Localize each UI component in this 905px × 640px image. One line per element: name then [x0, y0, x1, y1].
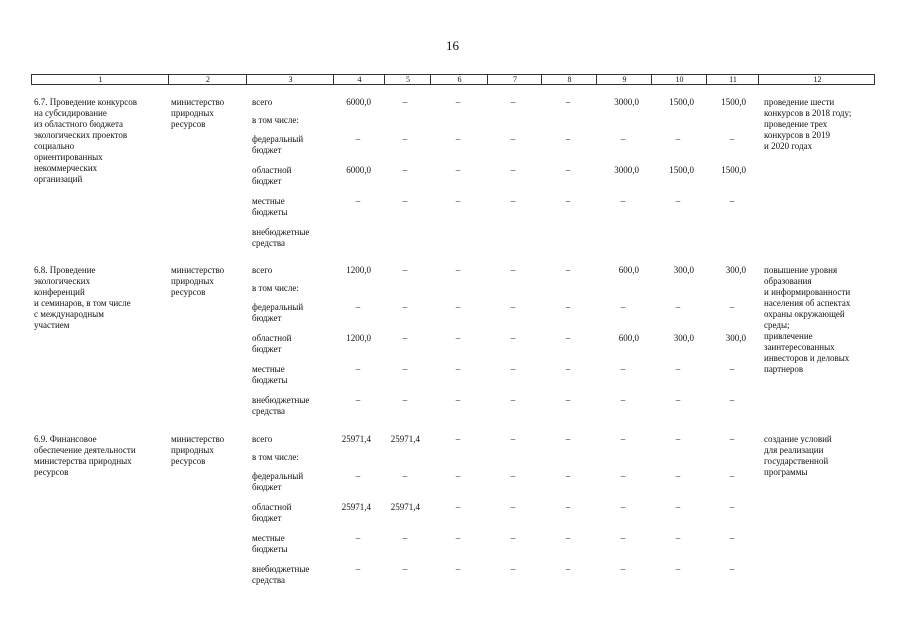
dash-value: –	[455, 533, 461, 543]
funding-source-label: средства	[252, 575, 286, 585]
amount-value: 300,0	[673, 265, 694, 275]
funding-source-label: федеральный	[252, 302, 304, 312]
dash-value: –	[402, 302, 408, 312]
result-text: конкурсов в 2018 году;	[764, 108, 852, 118]
result-text: и 2020 годах	[764, 141, 813, 151]
amount-value: 3000,0	[614, 165, 639, 175]
dash-value: –	[620, 471, 626, 481]
funding-source-label: бюджет	[252, 145, 282, 155]
funding-source-label: бюджет	[252, 176, 282, 186]
measure-text: участием	[34, 320, 70, 330]
header-column-2: 2	[206, 75, 210, 84]
funding-source-label: бюджет	[252, 513, 282, 523]
executor-text: ресурсов	[171, 456, 206, 466]
dash-value: –	[565, 97, 571, 107]
amount-value: 1200,0	[346, 265, 371, 275]
header-column-9: 9	[622, 75, 627, 84]
dash-value: –	[565, 434, 571, 444]
amount-value: 1200,0	[346, 333, 371, 343]
dash-value: –	[355, 471, 361, 481]
measure-text: и семинаров, в том числе	[34, 298, 131, 308]
measure-text: из областного бюджета	[34, 119, 123, 129]
measure-text: обеспечение деятельности	[34, 445, 136, 455]
dash-value: –	[675, 196, 681, 206]
funding-source-label: в том числе:	[252, 283, 299, 293]
dash-value: –	[510, 471, 516, 481]
measure-text: социально	[34, 141, 75, 151]
header-divider	[487, 75, 488, 84]
result-text: и информированности	[764, 287, 851, 297]
dash-value: –	[402, 395, 408, 405]
result-text: населения об аспектах	[764, 298, 851, 308]
dash-value: –	[565, 302, 571, 312]
amount-value: 3000,0	[614, 97, 639, 107]
dash-value: –	[675, 533, 681, 543]
dash-value: –	[729, 364, 735, 374]
header-column-12: 12	[813, 75, 822, 84]
result-text: проведение шести	[764, 97, 835, 107]
executor-text: министерство	[171, 265, 225, 275]
dash-value: –	[565, 502, 571, 512]
dash-value: –	[455, 333, 461, 343]
header-divider	[168, 75, 169, 84]
result-text: среды;	[764, 320, 790, 330]
result-text: инвесторов и деловых	[764, 353, 850, 363]
result-text: заинтересованных	[764, 342, 835, 352]
amount-value: 25971,4	[390, 502, 420, 512]
funding-source-label: в том числе:	[252, 452, 299, 462]
dash-value: –	[729, 471, 735, 481]
dash-value: –	[355, 134, 361, 144]
dash-value: –	[675, 564, 681, 574]
header-divider	[430, 75, 431, 84]
executor-text: природных	[171, 108, 214, 118]
amount-value: 1500,0	[669, 165, 694, 175]
dash-value: –	[455, 196, 461, 206]
measure-text: 6.9. Финансовое	[34, 434, 97, 444]
dash-value: –	[455, 134, 461, 144]
dash-value: –	[729, 533, 735, 543]
dash-value: –	[455, 502, 461, 512]
dash-value: –	[402, 196, 408, 206]
amount-value: 600,0	[618, 333, 639, 343]
dash-value: –	[565, 564, 571, 574]
dash-value: –	[510, 333, 516, 343]
dash-value: –	[510, 364, 516, 374]
dash-value: –	[355, 564, 361, 574]
amount-value: 25971,4	[390, 434, 420, 444]
amount-value: 25971,4	[341, 434, 371, 444]
dash-value: –	[402, 97, 408, 107]
dash-value: –	[510, 564, 516, 574]
header-divider	[384, 75, 385, 84]
dash-value: –	[729, 302, 735, 312]
executor-text: ресурсов	[171, 119, 206, 129]
dash-value: –	[675, 502, 681, 512]
executor-text: министерство	[171, 97, 225, 107]
measure-text: организаций	[34, 174, 83, 184]
funding-source-label: всего	[252, 434, 273, 444]
result-text: конкурсов в 2019	[764, 130, 830, 140]
header-column-10: 10	[675, 75, 684, 84]
dash-value: –	[455, 364, 461, 374]
dash-value: –	[675, 434, 681, 444]
dash-value: –	[510, 265, 516, 275]
dash-value: –	[565, 533, 571, 543]
dash-value: –	[565, 165, 571, 175]
measure-text: ресурсов	[34, 467, 69, 477]
dash-value: –	[675, 471, 681, 481]
measure-text: 6.7. Проведение конкурсов	[34, 97, 137, 107]
funding-source-label: внебюджетные	[252, 564, 310, 574]
dash-value: –	[565, 265, 571, 275]
dash-value: –	[565, 395, 571, 405]
measure-text: на субсидирование	[34, 108, 107, 118]
funding-source-label: областной	[252, 502, 292, 512]
header-divider	[651, 75, 652, 84]
dash-value: –	[455, 265, 461, 275]
header-divider	[596, 75, 597, 84]
measure-text: ориентированных	[34, 152, 103, 162]
amount-value: 6000,0	[346, 165, 371, 175]
dash-value: –	[729, 434, 735, 444]
funding-source-label: бюджеты	[252, 375, 288, 385]
dash-value: –	[455, 395, 461, 405]
funding-source-label: федеральный	[252, 134, 304, 144]
dash-value: –	[455, 434, 461, 444]
dash-value: –	[675, 395, 681, 405]
dash-value: –	[620, 196, 626, 206]
funding-source-label: местные	[252, 533, 285, 543]
dash-value: –	[355, 395, 361, 405]
dash-value: –	[355, 533, 361, 543]
funding-source-label: областной	[252, 333, 292, 343]
measure-text: экологических проектов	[34, 130, 128, 140]
funding-source-label: внебюджетные	[252, 227, 310, 237]
measure-text: министерства природных	[34, 456, 132, 466]
header-column-8: 8	[567, 75, 572, 84]
dash-value: –	[510, 302, 516, 312]
dash-value: –	[620, 502, 626, 512]
dash-value: –	[620, 302, 626, 312]
funding-source-label: бюджеты	[252, 207, 288, 217]
dash-value: –	[729, 196, 735, 206]
result-text: привлечение	[764, 331, 813, 341]
result-text: программы	[764, 467, 808, 477]
header-divider	[333, 75, 334, 84]
header-column-7: 7	[513, 75, 517, 84]
dash-value: –	[620, 533, 626, 543]
funding-source-label: внебюджетные	[252, 395, 310, 405]
result-text: образования	[764, 276, 812, 286]
funding-source-label: бюджеты	[252, 544, 288, 554]
header-column-11: 11	[729, 75, 737, 84]
dash-value: –	[510, 134, 516, 144]
result-text: создание условий	[764, 434, 832, 444]
executor-text: ресурсов	[171, 287, 206, 297]
amount-value: 300,0	[725, 333, 746, 343]
result-text: охраны окружающей	[764, 309, 845, 319]
header-column-3: 3	[288, 75, 293, 84]
dash-value: –	[729, 564, 735, 574]
dash-value: –	[455, 564, 461, 574]
dash-value: –	[510, 533, 516, 543]
amount-value: 1500,0	[721, 97, 746, 107]
dash-value: –	[402, 364, 408, 374]
header-column-6: 6	[457, 75, 462, 84]
header-column-5: 5	[406, 75, 410, 84]
dash-value: –	[455, 302, 461, 312]
dash-value: –	[565, 364, 571, 374]
result-text: проведение трех	[764, 119, 828, 129]
dash-value: –	[620, 434, 626, 444]
measure-text: 6.8. Проведение	[34, 265, 96, 275]
funding-source-label: средства	[252, 238, 286, 248]
dash-value: –	[729, 395, 735, 405]
result-text: государственной	[764, 456, 829, 466]
dash-value: –	[729, 134, 735, 144]
dash-value: –	[510, 502, 516, 512]
executor-text: природных	[171, 445, 214, 455]
dash-value: –	[355, 364, 361, 374]
dash-value: –	[455, 165, 461, 175]
funding-source-label: в том числе:	[252, 115, 299, 125]
dash-value: –	[355, 196, 361, 206]
amount-value: 25971,4	[341, 502, 371, 512]
dash-value: –	[455, 97, 461, 107]
executor-text: природных	[171, 276, 214, 286]
dash-value: –	[402, 533, 408, 543]
dash-value: –	[620, 564, 626, 574]
dash-value: –	[402, 333, 408, 343]
column-number-header	[31, 74, 875, 85]
dash-value: –	[402, 265, 408, 275]
dash-value: –	[620, 395, 626, 405]
page-number: 16	[446, 38, 459, 53]
dash-value: –	[402, 165, 408, 175]
dash-value: –	[510, 434, 516, 444]
dash-value: –	[510, 97, 516, 107]
executor-text: министерство	[171, 434, 225, 444]
dash-value: –	[510, 196, 516, 206]
funding-source-label: всего	[252, 97, 273, 107]
header-divider	[246, 75, 247, 84]
dash-value: –	[455, 471, 461, 481]
measure-text: некоммерческих	[34, 163, 98, 173]
measure-text: экологических	[34, 276, 91, 286]
amount-value: 300,0	[725, 265, 746, 275]
dash-value: –	[402, 471, 408, 481]
dash-value: –	[402, 564, 408, 574]
amount-value: 300,0	[673, 333, 694, 343]
dash-value: –	[565, 333, 571, 343]
amount-value: 1500,0	[721, 165, 746, 175]
funding-source-label: местные	[252, 196, 285, 206]
funding-source-label: бюджет	[252, 313, 282, 323]
dash-value: –	[620, 364, 626, 374]
header-divider	[541, 75, 542, 84]
dash-value: –	[565, 196, 571, 206]
dash-value: –	[402, 134, 408, 144]
header-column-1: 1	[98, 75, 103, 84]
amount-value: 600,0	[618, 265, 639, 275]
measure-text: конференций	[34, 287, 85, 297]
result-text: партнеров	[764, 364, 804, 374]
funding-source-label: всего	[252, 265, 273, 275]
funding-source-label: бюджет	[252, 482, 282, 492]
funding-source-label: местные	[252, 364, 285, 374]
result-text: для реализации	[764, 445, 824, 455]
dash-value: –	[729, 502, 735, 512]
funding-source-label: областной	[252, 165, 292, 175]
dash-value: –	[355, 302, 361, 312]
measure-text: с международным	[34, 309, 104, 319]
result-text: повышение уровня	[764, 265, 838, 275]
dash-value: –	[510, 165, 516, 175]
amount-value: 1500,0	[669, 97, 694, 107]
dash-value: –	[510, 395, 516, 405]
amount-value: 6000,0	[346, 97, 371, 107]
dash-value: –	[675, 134, 681, 144]
header-divider	[758, 75, 759, 84]
funding-source-label: федеральный	[252, 471, 304, 481]
header-divider	[706, 75, 707, 84]
dash-value: –	[565, 134, 571, 144]
funding-source-label: средства	[252, 406, 286, 416]
funding-source-label: бюджет	[252, 344, 282, 354]
dash-value: –	[620, 134, 626, 144]
dash-value: –	[675, 302, 681, 312]
dash-value: –	[565, 471, 571, 481]
dash-value: –	[675, 364, 681, 374]
header-column-4: 4	[357, 75, 362, 84]
